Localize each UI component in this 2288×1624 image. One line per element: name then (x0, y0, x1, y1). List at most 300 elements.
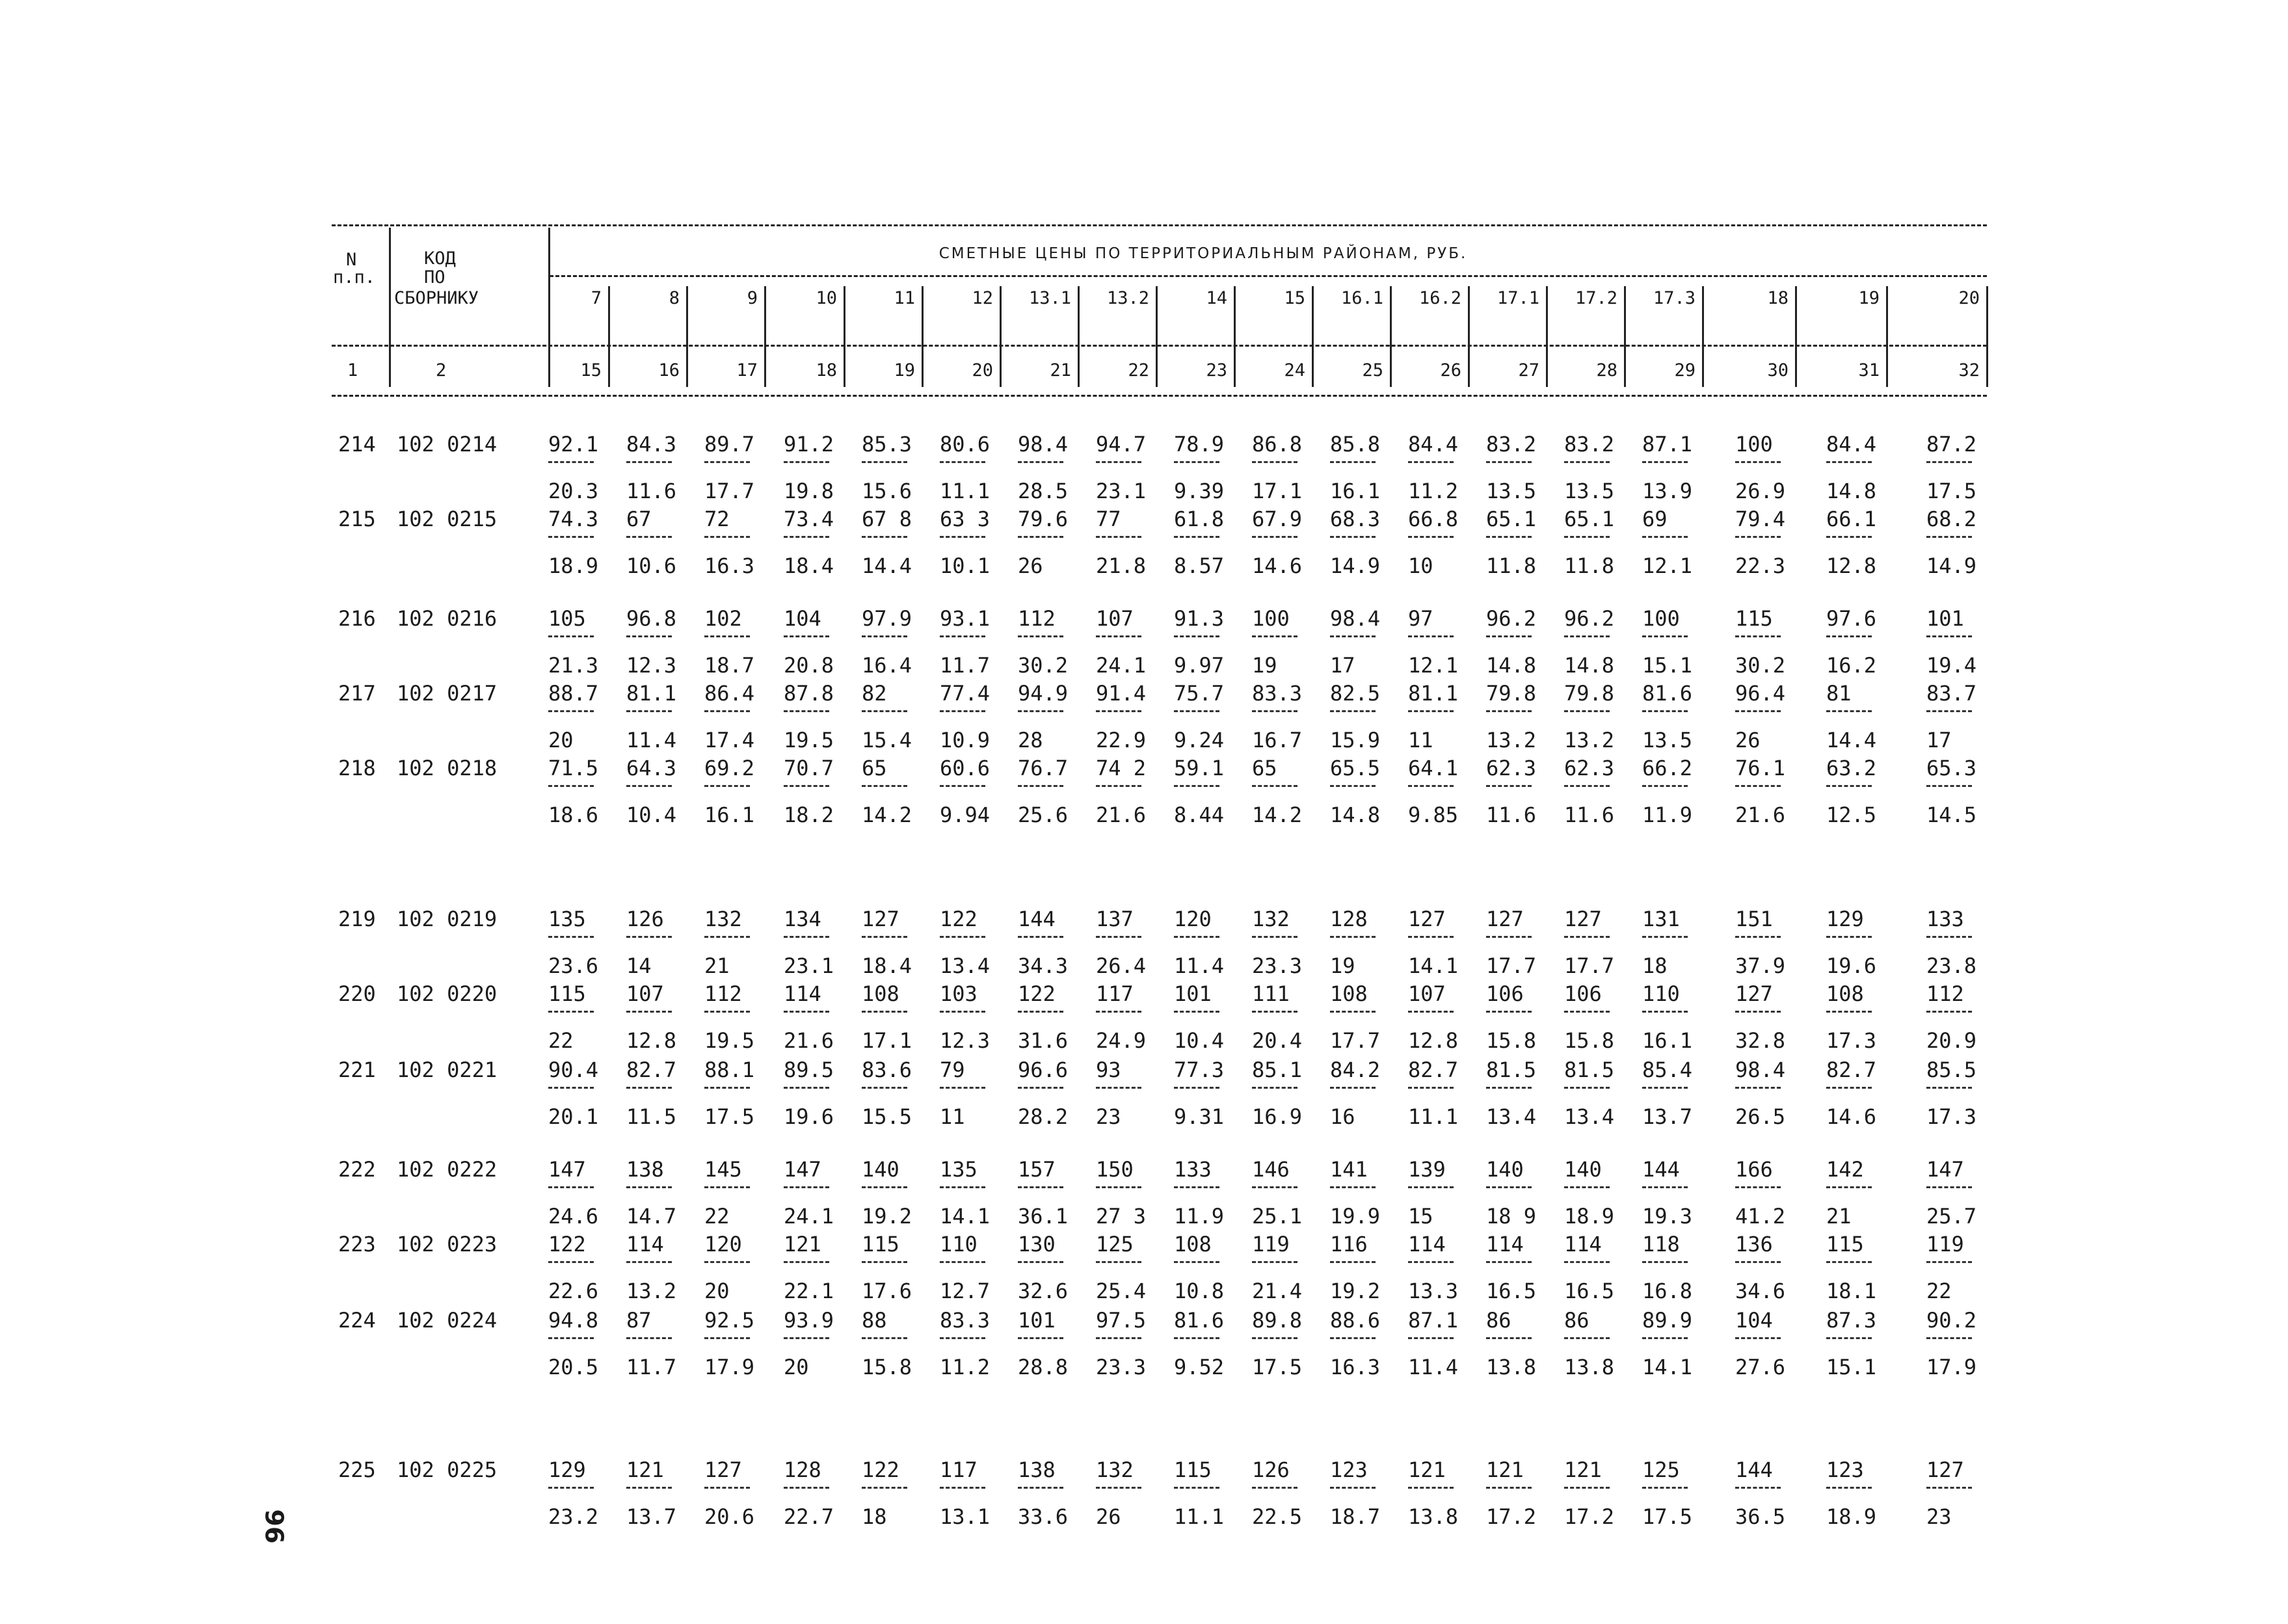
cell-total-price: 86.4 (704, 681, 755, 706)
cell-labor-price: 17.1 (862, 1028, 912, 1053)
fraction-bar (1018, 1337, 1063, 1339)
fraction-bar (1408, 536, 1454, 538)
cell-labor-price: 16.2 (1826, 653, 1877, 678)
fraction-bar (1330, 710, 1376, 712)
fraction-bar (940, 785, 985, 787)
fraction-bar (1486, 1261, 1532, 1263)
fraction-bar (862, 1186, 907, 1188)
cell-total-price: 119 (1252, 1232, 1290, 1257)
cell-labor-price: 23.3 (1096, 1355, 1147, 1379)
cell-total-price: 138 (626, 1157, 664, 1182)
cell-total-price: 82.7 (626, 1058, 677, 1082)
cell-labor-price: 19.8 (784, 479, 834, 503)
cell-total-price: 71.5 (548, 756, 599, 780)
cell-labor-price: 11.6 (626, 479, 677, 503)
cell-labor-price: 30.2 (1735, 653, 1786, 678)
cell-total-price: 139 (1408, 1157, 1446, 1182)
fraction-bar (548, 1261, 594, 1263)
fraction-bar (626, 785, 672, 787)
cell-total-price: 70.7 (784, 756, 834, 780)
cell-total-price: 97 (1408, 606, 1433, 631)
cell-labor-price: 13.7 (1642, 1104, 1693, 1129)
fraction-bar (548, 1087, 594, 1089)
cell-total-price: 78.9 (1174, 432, 1225, 457)
cell-labor-price: 23.6 (548, 953, 599, 978)
cell-labor-price: 36.1 (1018, 1204, 1069, 1229)
fraction-bar (940, 461, 985, 463)
fraction-bar (1564, 785, 1610, 787)
fraction-bar (862, 936, 907, 938)
cell-total-price: 68.3 (1330, 507, 1381, 531)
cell-total-price: 122 (940, 907, 978, 931)
fraction-bar (1174, 461, 1219, 463)
fraction-bar (940, 1337, 985, 1339)
cell-total-price: 65.5 (1330, 756, 1381, 780)
cell-labor-price: 11.4 (626, 728, 677, 752)
fraction-bar (1486, 1087, 1532, 1089)
cell-labor-price: 23.1 (784, 953, 834, 978)
fraction-bar (1408, 1487, 1454, 1489)
cell-labor-price: 14.8 (1330, 803, 1381, 827)
cell-labor-price: 17.3 (1826, 1028, 1877, 1053)
region-col-separator (1468, 286, 1470, 387)
cell-total-price: 83.7 (1926, 681, 1977, 706)
fraction-bar (1096, 936, 1141, 938)
cell-total-price: 81.5 (1564, 1058, 1615, 1082)
fraction-bar (704, 536, 750, 538)
cell-labor-price: 21.8 (1096, 553, 1147, 578)
fraction-bar (1564, 461, 1610, 463)
fraction-bar (1926, 635, 1972, 637)
cell-labor-price: 23.3 (1252, 953, 1303, 978)
cell-labor-price: 11.6 (1486, 803, 1537, 827)
region-col-separator (1234, 286, 1236, 387)
fraction-bar (1408, 785, 1454, 787)
cell-labor-price: 26.9 (1735, 479, 1786, 503)
fraction-bar (1826, 1011, 1872, 1013)
fraction-bar (1926, 936, 1972, 938)
fraction-bar (1096, 1487, 1141, 1489)
column-index: 16 (658, 360, 680, 380)
fraction-bar (548, 785, 594, 787)
cell-labor-price: 12.8 (1826, 553, 1877, 578)
cell-total-price: 68.2 (1926, 507, 1977, 531)
cell-labor-price: 24.1 (1096, 653, 1147, 678)
cell-labor-price: 32.6 (1018, 1279, 1069, 1303)
cell-total-price: 132 (1252, 907, 1290, 931)
cell-labor-price: 11 (940, 1104, 965, 1129)
fraction-bar (1735, 1011, 1781, 1013)
cell-total-price: 146 (1252, 1157, 1290, 1182)
region-number: 13.1 (1028, 288, 1071, 308)
cell-labor-price: 13.4 (940, 953, 991, 978)
fraction-bar (1174, 936, 1219, 938)
cell-total-price: 77.3 (1174, 1058, 1225, 1082)
cell-labor-price: 21.6 (1096, 803, 1147, 827)
fraction-bar (1174, 1487, 1219, 1489)
fraction-bar (548, 635, 594, 637)
cell-labor-price: 21 (704, 953, 730, 978)
cell-total-price: 112 (704, 981, 742, 1006)
cell-labor-price: 21.4 (1252, 1279, 1303, 1303)
cell-labor-price: 15.8 (862, 1355, 912, 1379)
fraction-bar (1735, 1337, 1781, 1339)
cell-labor-price: 13.5 (1642, 728, 1693, 752)
fraction-bar (1564, 710, 1610, 712)
row-code: 102 0218 (397, 756, 498, 780)
cell-total-price: 130 (1018, 1232, 1056, 1257)
cell-total-price: 59.1 (1174, 756, 1225, 780)
cell-total-price: 115 (548, 981, 586, 1006)
cell-labor-price: 10.4 (626, 803, 677, 827)
fraction-bar (940, 1261, 985, 1263)
cell-labor-price: 14.9 (1330, 553, 1381, 578)
cell-total-price: 90.4 (548, 1058, 599, 1082)
fraction-bar (1330, 536, 1376, 538)
cell-labor-price: 12.8 (1408, 1028, 1459, 1053)
cell-labor-price: 9.31 (1174, 1104, 1225, 1129)
fraction-bar (1642, 785, 1688, 787)
fraction-bar (1252, 1487, 1297, 1489)
cell-total-price: 127 (1735, 981, 1773, 1006)
cell-total-price: 121 (1408, 1458, 1446, 1482)
cell-labor-price: 12.3 (940, 1028, 991, 1053)
cell-labor-price: 12.1 (1642, 553, 1693, 578)
cell-labor-price: 9.85 (1408, 803, 1459, 827)
cell-labor-price: 14 (626, 953, 652, 978)
cell-total-price: 101 (1926, 606, 1964, 631)
cell-labor-price: 22.7 (784, 1504, 834, 1529)
fraction-bar (704, 1186, 750, 1188)
fraction-bar (1642, 1261, 1688, 1263)
col-separator-code (548, 228, 550, 387)
fraction-bar (1826, 936, 1872, 938)
cell-labor-price: 8.44 (1174, 803, 1225, 827)
code-label-line3: СБОРНИКУ (394, 288, 479, 308)
fraction-bar (1252, 710, 1297, 712)
cell-total-price: 144 (1735, 1458, 1773, 1482)
cell-total-price: 87.1 (1642, 432, 1693, 457)
cell-labor-price: 11.5 (626, 1104, 677, 1129)
cell-labor-price: 20.5 (548, 1355, 599, 1379)
column-index: 31 (1858, 360, 1880, 380)
fraction-bar (1486, 1337, 1532, 1339)
fraction-bar (1252, 1186, 1297, 1188)
cell-total-price: 108 (862, 981, 899, 1006)
cell-labor-price: 17.2 (1564, 1504, 1615, 1529)
cell-total-price: 115 (1826, 1232, 1864, 1257)
cell-total-price: 118 (1642, 1232, 1680, 1257)
cell-total-price: 81.6 (1174, 1308, 1225, 1333)
cell-total-price: 128 (784, 1458, 821, 1482)
cell-total-price: 90.2 (1926, 1308, 1977, 1333)
cell-total-price: 97.9 (862, 606, 912, 631)
region-col-separator (1546, 286, 1548, 387)
column-index: 24 (1284, 360, 1305, 380)
cell-total-price: 97.6 (1826, 606, 1877, 631)
fraction-bar (1252, 785, 1297, 787)
cell-total-price: 127 (1408, 907, 1446, 931)
fraction-bar (548, 710, 594, 712)
header-bottom-rule (332, 395, 1987, 397)
header-mid-rule (332, 345, 1987, 347)
fraction-bar (1096, 1261, 1141, 1263)
fraction-bar (704, 461, 750, 463)
fraction-bar (1826, 536, 1872, 538)
cell-labor-price: 15.8 (1564, 1028, 1615, 1053)
region-col-separator (764, 286, 766, 387)
cell-labor-price: 24.6 (548, 1204, 599, 1229)
cell-total-price: 62.3 (1564, 756, 1615, 780)
fraction-bar (1252, 1337, 1297, 1339)
column-index: 27 (1518, 360, 1539, 380)
cell-total-price: 88 (862, 1308, 887, 1333)
cell-total-price: 92.5 (704, 1308, 755, 1333)
cell-total-price: 92.1 (548, 432, 599, 457)
row-code: 102 0219 (397, 907, 498, 931)
cell-total-price: 107 (1096, 606, 1134, 631)
cell-total-price: 119 (1926, 1232, 1964, 1257)
cell-labor-price: 18.4 (862, 953, 912, 978)
column-index: 15 (580, 360, 602, 380)
cell-total-price: 94.7 (1096, 432, 1147, 457)
cell-labor-price: 25.6 (1018, 803, 1069, 827)
fraction-bar (784, 1087, 829, 1089)
cell-labor-price: 37.9 (1735, 953, 1786, 978)
region-number: 19 (1858, 288, 1880, 308)
fraction-bar (1174, 1261, 1219, 1263)
cell-labor-price: 9.97 (1174, 653, 1225, 678)
fraction-bar (1826, 1337, 1872, 1339)
region-number: 17.2 (1575, 288, 1617, 308)
fraction-bar (1096, 1186, 1141, 1188)
cell-labor-price: 20.1 (548, 1104, 599, 1129)
cell-labor-price: 10.1 (940, 553, 991, 578)
fraction-bar (1642, 1337, 1688, 1339)
region-col-separator (1078, 286, 1080, 387)
cell-total-price: 94.9 (1018, 681, 1069, 706)
cell-total-price: 79.4 (1735, 507, 1786, 531)
cell-labor-price: 19.2 (1330, 1279, 1381, 1303)
column-index: 29 (1674, 360, 1696, 380)
cell-labor-price: 19.5 (704, 1028, 755, 1053)
cell-total-price: 106 (1564, 981, 1602, 1006)
region-col-separator (608, 286, 610, 387)
cell-labor-price: 14.1 (940, 1204, 991, 1229)
fraction-bar (1735, 1261, 1781, 1263)
cell-total-price: 114 (1486, 1232, 1524, 1257)
cell-labor-price: 17 (1330, 653, 1355, 678)
cell-labor-price: 18.4 (784, 553, 834, 578)
cell-labor-price: 12.8 (626, 1028, 677, 1053)
cell-total-price: 138 (1018, 1458, 1056, 1482)
cell-total-price: 104 (1735, 1308, 1773, 1333)
cell-labor-price: 16.9 (1252, 1104, 1303, 1129)
cell-total-price: 129 (1826, 907, 1864, 931)
cell-total-price: 98.4 (1735, 1058, 1786, 1082)
cell-total-price: 83.2 (1486, 432, 1537, 457)
region-col-separator (1795, 286, 1797, 387)
fraction-bar (1735, 710, 1781, 712)
cell-total-price: 76.7 (1018, 756, 1069, 780)
cell-total-price: 67.9 (1252, 507, 1303, 531)
cell-labor-price: 11.4 (1408, 1355, 1459, 1379)
cell-labor-price: 30.2 (1018, 653, 1069, 678)
region-col-separator (1156, 286, 1158, 387)
cell-total-price: 75.7 (1174, 681, 1225, 706)
cell-total-price: 96.4 (1735, 681, 1786, 706)
fraction-bar (1330, 635, 1376, 637)
cell-total-price: 79 (940, 1058, 965, 1082)
fraction-bar (1486, 1011, 1532, 1013)
cell-total-price: 77 (1096, 507, 1121, 531)
cell-labor-price: 12.7 (940, 1279, 991, 1303)
region-col-separator (1886, 286, 1888, 387)
fraction-bar (1408, 1186, 1454, 1188)
cell-labor-price: 31.6 (1018, 1028, 1069, 1053)
header-top-rule (332, 224, 1987, 226)
cell-total-price: 87.1 (1408, 1308, 1459, 1333)
fraction-bar (1564, 1337, 1610, 1339)
cell-total-price: 120 (1174, 907, 1212, 931)
region-number: 15 (1284, 288, 1305, 308)
cell-total-price: 108 (1330, 981, 1368, 1006)
cell-labor-price: 20.6 (704, 1504, 755, 1529)
fraction-bar (1408, 936, 1454, 938)
fraction-bar (784, 1261, 829, 1263)
cell-labor-price: 18.6 (548, 803, 599, 827)
cell-total-price: 121 (1564, 1458, 1602, 1482)
cell-labor-price: 12.3 (626, 653, 677, 678)
region-col-separator (1390, 286, 1392, 387)
fraction-bar (1486, 536, 1532, 538)
cell-labor-price: 34.3 (1018, 953, 1069, 978)
fraction-bar (626, 1261, 672, 1263)
cell-labor-price: 11.8 (1486, 553, 1537, 578)
cell-total-price: 122 (1018, 981, 1056, 1006)
fraction-bar (1735, 1087, 1781, 1089)
fraction-bar (940, 1011, 985, 1013)
cell-labor-price: 17.6 (862, 1279, 912, 1303)
cell-total-price: 81.1 (626, 681, 677, 706)
cell-total-price: 81.5 (1486, 1058, 1537, 1082)
region-col-separator (1624, 286, 1626, 387)
fraction-bar (1642, 1487, 1688, 1489)
cell-labor-price: 20.9 (1926, 1028, 1977, 1053)
cell-labor-price: 22 (548, 1028, 574, 1053)
fraction-bar (626, 635, 672, 637)
fraction-bar (1486, 461, 1532, 463)
cell-total-price: 114 (1408, 1232, 1446, 1257)
fraction-bar (1642, 1011, 1688, 1013)
cell-labor-price: 27 3 (1096, 1204, 1147, 1229)
region-number: 20 (1958, 288, 1980, 308)
fraction-bar (626, 1087, 672, 1089)
cell-labor-price: 14.6 (1826, 1104, 1877, 1129)
cell-labor-price: 11.7 (626, 1355, 677, 1379)
fraction-bar (784, 785, 829, 787)
fraction-bar (862, 1337, 907, 1339)
column-index: 25 (1362, 360, 1383, 380)
cell-total-price: 137 (1096, 907, 1134, 931)
row-code: 102 0217 (397, 681, 498, 706)
cell-labor-price: 17.1 (1252, 479, 1303, 503)
fraction-bar (1826, 461, 1872, 463)
fraction-bar (1174, 1337, 1219, 1339)
cell-total-price: 112 (1018, 606, 1056, 631)
cell-total-price: 127 (1486, 907, 1524, 931)
cell-total-price: 87.2 (1926, 432, 1977, 457)
cell-labor-price: 17.5 (1252, 1355, 1303, 1379)
cell-labor-price: 20 (704, 1279, 730, 1303)
cell-total-price: 69.2 (704, 756, 755, 780)
fraction-bar (1564, 1011, 1610, 1013)
cell-labor-price: 13.7 (626, 1504, 677, 1529)
cell-labor-price: 13.2 (626, 1279, 677, 1303)
cell-labor-price: 14.1 (1408, 953, 1459, 978)
cell-total-price: 93.1 (940, 606, 991, 631)
cell-labor-price: 25.4 (1096, 1279, 1147, 1303)
cell-total-price: 125 (1642, 1458, 1680, 1482)
region-number: 9 (747, 288, 758, 308)
cell-labor-price: 16.7 (1252, 728, 1303, 752)
row-code: 102 0225 (397, 1458, 498, 1482)
cell-total-price: 127 (862, 907, 899, 931)
cell-total-price: 117 (940, 1458, 978, 1482)
cell-total-price: 66.2 (1642, 756, 1693, 780)
fraction-bar (1174, 710, 1219, 712)
fraction-bar (1330, 1487, 1376, 1489)
fraction-bar (862, 1087, 907, 1089)
fraction-bar (862, 785, 907, 787)
cell-total-price: 85.8 (1330, 432, 1381, 457)
cell-total-price: 69 (1642, 507, 1668, 531)
cell-total-price: 98.4 (1330, 606, 1381, 631)
cell-total-price: 123 (1330, 1458, 1368, 1482)
cell-labor-price: 11.7 (940, 653, 991, 678)
cell-labor-price: 9.94 (940, 803, 991, 827)
cell-labor-price: 19.4 (1926, 653, 1977, 678)
cell-total-price: 114 (784, 981, 821, 1006)
cell-labor-price: 10.8 (1174, 1279, 1225, 1303)
cell-labor-price: 14.7 (626, 1204, 677, 1229)
cell-total-price: 81.6 (1642, 681, 1693, 706)
region-number: 18 (1767, 288, 1789, 308)
cell-total-price: 126 (626, 907, 664, 931)
cell-total-price: 84.4 (1826, 432, 1877, 457)
cell-total-price: 79.6 (1018, 507, 1069, 531)
cell-total-price: 114 (1564, 1232, 1602, 1257)
header-title-rule (550, 275, 1987, 277)
page-number: 96 (259, 1509, 289, 1544)
fraction-bar (940, 1087, 985, 1089)
cell-total-price: 83.3 (1252, 681, 1303, 706)
fraction-bar (1252, 536, 1297, 538)
cell-labor-price: 13.5 (1564, 479, 1615, 503)
cell-total-price: 101 (1018, 1308, 1056, 1333)
fraction-bar (704, 1011, 750, 1013)
cell-labor-price: 14.8 (1486, 653, 1537, 678)
fraction-bar (1642, 536, 1688, 538)
fraction-bar (704, 1261, 750, 1263)
fraction-bar (1018, 710, 1063, 712)
cell-labor-price: 18.9 (1826, 1504, 1877, 1529)
cell-total-price: 127 (1564, 907, 1602, 931)
cell-total-price: 100 (1252, 606, 1290, 631)
col1-index: 1 (347, 360, 358, 380)
fraction-bar (1564, 635, 1610, 637)
cell-total-price: 96.8 (626, 606, 677, 631)
